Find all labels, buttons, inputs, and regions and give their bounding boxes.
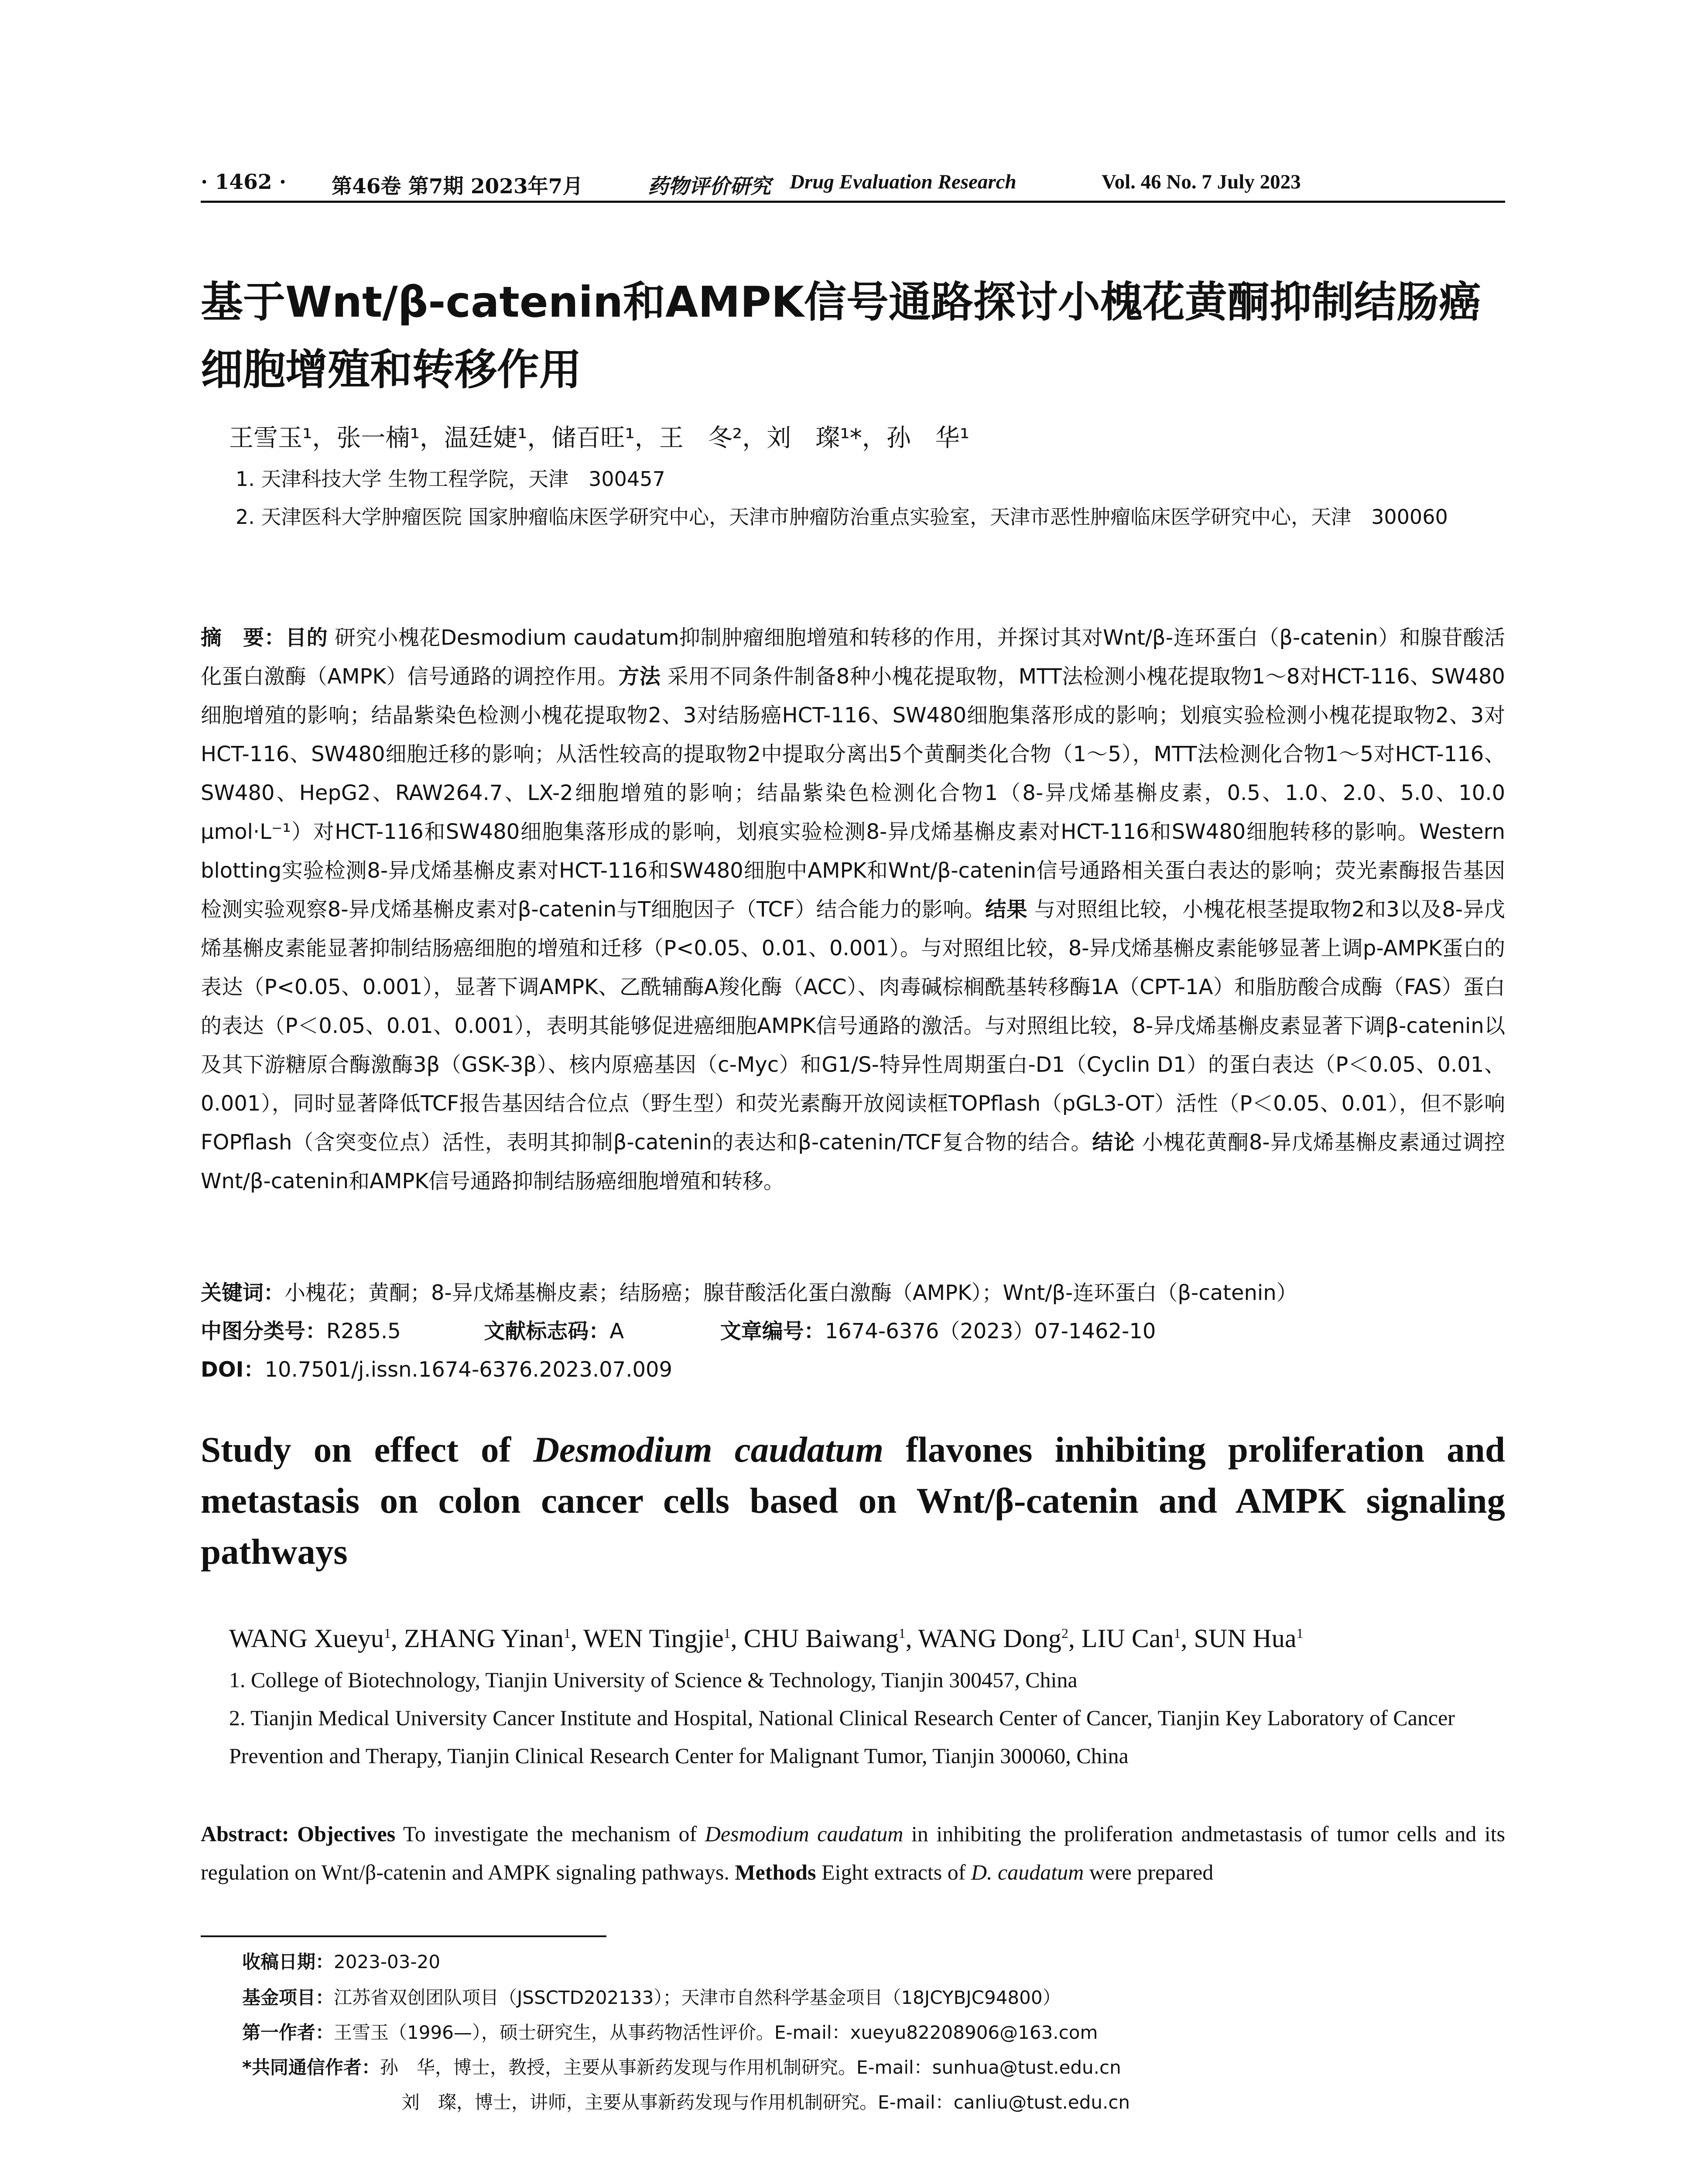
author-sup: 1: [1174, 1625, 1181, 1641]
volume-cn: 第46卷 第7期 2023年7月: [332, 174, 583, 198]
affiliation-en-2: 2. Tianjin Medical University Cancer Institute and Hospital, National Clinical Research Center of Cancer, Tianjin Key Laboratory of Cancer Prevention and Therapy, Tianjin Clinical Research Center for Malignant Tumor, Tianjin 300060, China: [229, 1706, 1455, 1768]
abstract-cn: [201, 619, 1505, 1201]
objective-text: 研究小槐花Desmodium caudatum抑制肿瘤细胞增殖和转移的作用，并探讨其对Wnt/β-连环蛋白（β-catenin）和腺苷酸活化蛋白激酶（AMPK）信号通路的调控作用。: [201, 626, 1505, 689]
doc-code-value: A: [609, 1319, 624, 1343]
keywords-cn: [201, 1276, 1505, 1306]
author-en: WANG Xueyu: [229, 1624, 384, 1653]
author-sup: 2: [1061, 1625, 1068, 1641]
abstract-en: [201, 1815, 1505, 1891]
author-en: WANG Dong: [918, 1624, 1061, 1653]
conclusion-label: 结论: [1092, 1130, 1135, 1155]
doc-code-label: 文献标志码：: [484, 1319, 610, 1343]
author-en: WEN Tingjie: [583, 1624, 724, 1653]
fn-label: *共同通信作者：: [242, 2057, 380, 2078]
author-sup: 1: [898, 1625, 906, 1641]
abstract-label: 摘 要：: [201, 626, 286, 650]
keywords-text: 小槐花；黄酮；8-异戊烯基槲皮素；结肠癌；腺苷酸活化蛋白激酶（AMPK）；Wnt/β-连环蛋白（β-catenin）: [284, 1281, 1297, 1305]
fn-text: 江苏省双创团队项目（JSSCTD202133）；天津市自然科学基金项目（18JCYBJC94800）: [334, 1987, 1061, 2008]
fn-text: 刘 璨，博士，讲师，主要从事新药发现与作用机制研究。E-mail：canliu@tust.edu.cn: [401, 2092, 1130, 2113]
footnote-corresponding-1: [242, 2053, 1121, 2079]
fn-label: 基金项目：: [242, 1987, 334, 2008]
running-header: [201, 166, 1505, 203]
fn-text: 孙 华，博士，教授，主要从事新药发现与作用机制研究。E-mail：sunhua@tust.edu.cn: [380, 2057, 1121, 2078]
classification-line: [201, 1314, 1505, 1344]
doi-label: DOI：: [201, 1357, 265, 1382]
doi-line: [201, 1353, 1505, 1383]
fn-label: 收稿日期：: [242, 1951, 334, 1972]
author-sup: 1: [723, 1625, 731, 1641]
clc-label: 中图分类号：: [201, 1319, 327, 1343]
author-en: ZHANG Yinan: [404, 1624, 564, 1653]
title-en-species: Desmodium caudatum: [533, 1429, 884, 1470]
methods-en-species: D. caudatum: [971, 1860, 1084, 1884]
methods-text: 采用不同条件制备8种小槐花提取物，MTT法检测小槐花提取物1～8对HCT-116、SW480细胞增殖的影响；结晶紫染色检测小槐花提取物2、3对结肠癌HCT-116、SW480细胞集落形成的影响；划痕实验检测小槐花提取物2、3对HCT-116、SW480细胞迁移的影响；从活性较高的提取物2中提取分离出5个黄酮类化合物（1～5），MTT法检测化合物1～5对HCT-116、SW480、HepG2、RAW264.7、LX-2细胞增殖的影响；结晶紫染色检测化合物1（8-异戊烯基槲皮素，0.5、1.0、2.0、5.0、10.0 μmol·L⁻¹）对HCT-116和SW480细胞集落形成的影响，划痕实验检测8-异戊烯基槲皮素对HCT-116和SW480细胞转移的影响。Western blotting实验检测8-异戊烯基槲皮素对HCT-116和SW480细胞中AMPK和Wnt/β-catenin信号通路相关蛋白表达的影响；荧光素酶报告基因检测实验观察8-异戊烯基槲皮素对β-catenin与T细胞因子（TCF）结合能力的影响。: [201, 664, 1505, 922]
fn-label: 第一作者：: [242, 2022, 334, 2043]
objectives-text-2: in inhibiting the proliferation andmetastasis of tumor cells and its regulation on Wnt/β-catenin and AMPK signaling pathways.: [201, 1822, 1506, 1884]
author-en: SUN Hua: [1194, 1624, 1297, 1653]
methods-label: 方法: [618, 664, 661, 689]
affiliation-cn-1: 1. 天津科技大学 生物工程学院，天津 300457: [236, 467, 665, 491]
author-en: LIU Can: [1081, 1624, 1174, 1653]
author-sup: 1: [564, 1625, 571, 1641]
article-number-value: 1674-6376（2023）07-1462-10: [825, 1319, 1156, 1343]
journal-logo-cn: 药物评价研究: [648, 174, 771, 198]
title-en-part1: Study on effect of: [201, 1429, 534, 1470]
title-en: [201, 1424, 1505, 1577]
conclusion-text: 小槐花黄酮8-异戊烯基槲皮素通过调控Wnt/β-catenin和AMPK信号通路抑制结肠癌细胞增殖和转移。: [201, 1130, 1505, 1193]
objective-label: 目的: [285, 626, 328, 650]
footnote-corresponding-2: [401, 2088, 1130, 2114]
author-sup: 1: [1296, 1625, 1304, 1641]
title-cn: 基于Wnt/β-catenin和AMPK信号通路探讨小槐花黄酮抑制结肠癌细胞增殖和转移作用: [201, 277, 1481, 394]
objectives-species: Desmodium caudatum: [705, 1822, 904, 1846]
clc-value: R285.5: [326, 1319, 401, 1343]
fn-text: 王雪玉（1996—），硕士研究生，从事药物活性评价。E-mail：xueyu82208906@163.com: [334, 2022, 1098, 2043]
methods-en-text-2: were prepared: [1084, 1860, 1214, 1884]
affiliation-en-1: 1. College of Biotechnology, Tianjin University of Science & Technology, Tianjin 300457, China: [229, 1668, 1078, 1692]
results-text: 与对照组比较，小槐花根茎提取物2和3以及8-异戊烯基槲皮素能显著抑制结肠癌细胞的增殖和迁移（P<0.05、0.01、0.001）。与对照组比较，8-异戊烯基槲皮素能够显著上调p-AMPK蛋白的表达（P<0.05、0.001），显著下调AMPK、乙酰辅酶A羧化酶（ACC）、肉毒碱棕榈酰基转移酶1A（CPT-1A）和脂肪酸合成酶（FAS）蛋白的表达（P＜0.05、0.01、0.001），表明其能够促进癌细胞AMPK信号通路的激活。与对照组比较，8-异戊烯基槲皮素显著下调β-catenin以及其下游糖原合酶激酶3β（GSK-3β）、核内原癌基因（c-Myc）和G1/S-特异性周期蛋白-D1（Cyclin D1）的蛋白表达（P＜0.05、0.01、0.001），同时显著降低TCF报告基因结合位点（野生型）和荧光素酶开放阅读框TOPflash（pGL3-OT）活性（P＜0.05、0.01），但不影响FOPflash（含突变位点）活性，表明其抑制β-catenin的表达和β-catenin/TCF复合物的结合。: [201, 897, 1505, 1155]
methods-en-text: Eight extracts of: [816, 1860, 971, 1884]
volume-en: Vol. 46 No. 7 July 2023: [1102, 171, 1301, 193]
keywords-label: 关键词：: [201, 1281, 285, 1305]
author-sup: 1: [383, 1625, 391, 1641]
affiliation-cn-2: 2. 天津医科大学肿瘤医院 国家肿瘤临床医学研究中心，天津市肿瘤防治重点实验室，天津市恶性肿瘤临床医学研究中心，天津 300060: [236, 505, 1448, 529]
footnote-first-author: [242, 2018, 1098, 2044]
author-en: CHU Baiwang: [743, 1624, 899, 1653]
footnote-rule: [201, 1935, 606, 1937]
doi-value: 10.7501/j.issn.1674-6376.2023.07.009: [264, 1357, 673, 1382]
authors-en: WANG Xueyu$^1$, ZHANG Yinan$^1$, WEN Tingjie$^1$, CHU Baiwang$^1$, WANG Dong$^2$, LIU Can$^1$, SUN Hua$^1$: [229, 1624, 1304, 1653]
authors-cn: 王雪玉¹，张一楠¹，温廷婕¹，储百旺¹，王 冬²，刘 璨¹*，孙 华¹: [229, 424, 970, 452]
results-label: 结果: [985, 897, 1028, 922]
journal-name-en: Drug Evaluation Research: [790, 171, 1017, 193]
fn-text: 2023-03-20: [334, 1951, 441, 1972]
objectives-text: To investigate the mechanism of: [395, 1822, 705, 1846]
footnote-funding: [242, 1983, 1061, 2010]
title-en-part2: flavones inhibiting proliferation and metastasis on colon cancer cells based on Wnt/β-catenin and AMPK signaling pathways: [201, 1429, 1506, 1572]
abstract-en-label: Abstract:: [201, 1822, 289, 1846]
article-number-label: 文章编号：: [720, 1319, 825, 1343]
page-number: · 1462 ·: [201, 170, 287, 194]
objectives-label: Objectives: [297, 1822, 396, 1846]
methods-en-label: Methods: [735, 1860, 816, 1884]
footnote-received: [242, 1948, 440, 1974]
